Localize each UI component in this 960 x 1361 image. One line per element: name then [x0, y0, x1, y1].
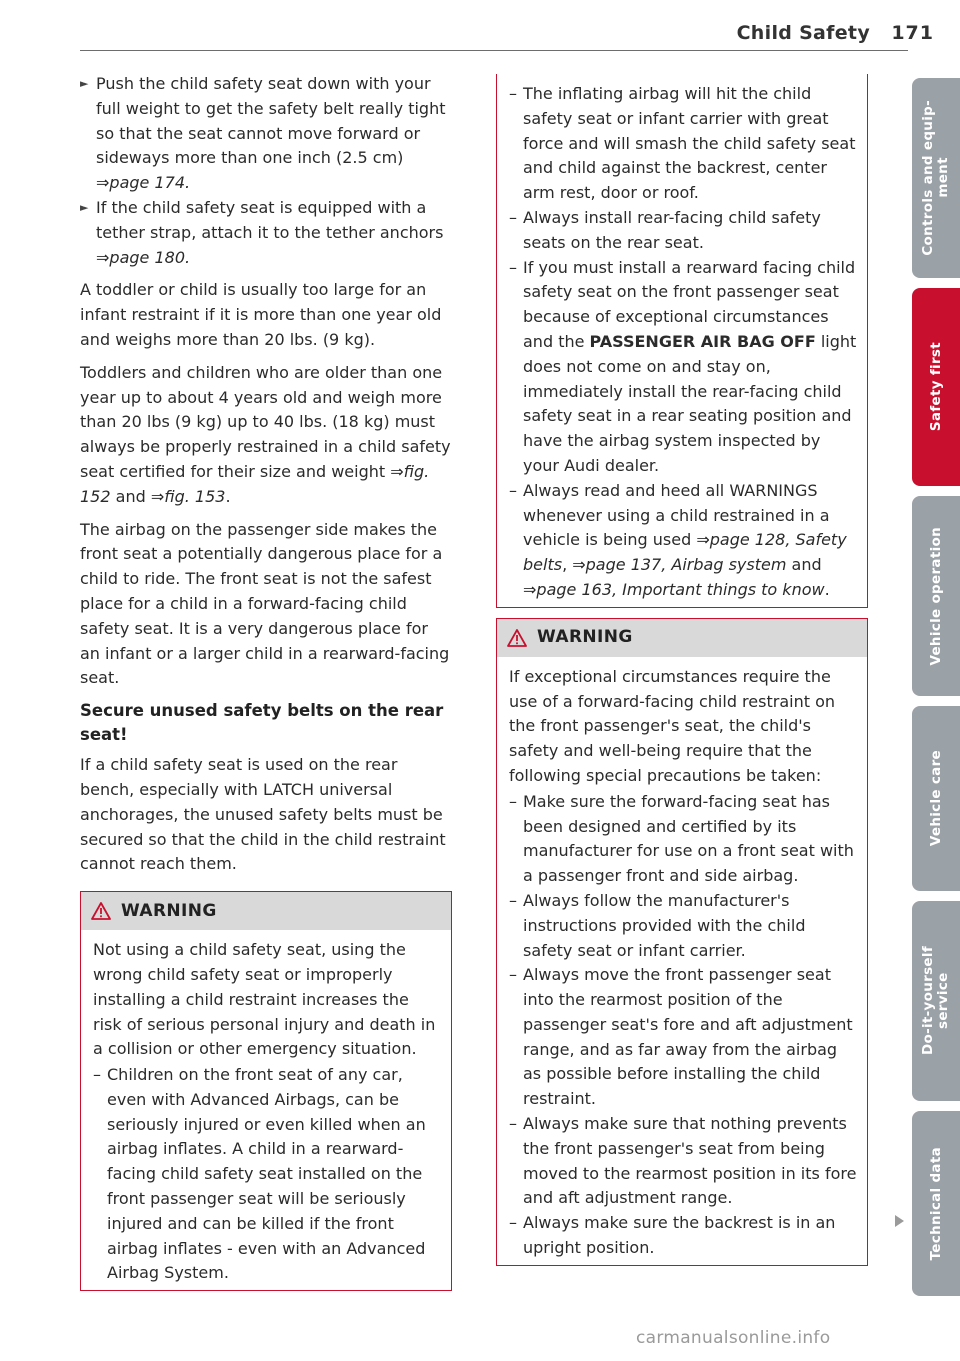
- warning-list-item: – Always make sure the backrest is in an upright position.: [509, 1211, 857, 1261]
- warning-text: If exceptional circumstances require the use of a forward-facing child restraint on the front passenger's seat, the child's safety and well-being require that the following special precautions be taken:: [509, 666, 835, 785]
- figure-reference-link[interactable]: ⇒fig. 152: [80, 461, 430, 506]
- warning-text: Not using a child safety seat, using the wrong child safety seat or improperly installing a child restraint increases the risk of serious personal injury and death in a collision or other emergency situation.: [93, 940, 436, 1059]
- warning-title: WARNING: [121, 900, 217, 921]
- paragraph: The airbag on the passenger side makes the front seat a potentially dangerous place for a child to ride. The front seat is not the safest place for a child in a forward-facing child safety seat. It is a very dangerous place for an infant or a larger child in a rearward-facing seat.: [80, 519, 450, 688]
- warning-list-item: – Always follow the manufacturer's instructions provided with the child safety seat or infant carrier.: [509, 889, 857, 963]
- section-heading: Secure unused safety belts on the rear seat!: [80, 701, 444, 745]
- right-column: [496, 74, 868, 1266]
- warning-list-item: – Always read and heed all WARNINGS whenever using a child restrained in a vehicle is being used ⇒page 128, Safety belts, ⇒page 137, Airbag system and ⇒page 163, Important things to know.: [509, 479, 857, 603]
- bullet-arrow-icon: ►: [80, 200, 89, 214]
- page-reference-link[interactable]: ⇒page 174.: [96, 173, 191, 193]
- indicator-name: PASSENGER AIR BAG OFF: [589, 331, 816, 351]
- paragraph: If a child safety seat is used on the rear bench, especially with LATCH universal anchorages, the unused safety belts must be secured so that the child in the child restraint cannot reach them.: [80, 755, 446, 874]
- bullet-text: Push the child safety seat down with your full weight to get the safety belt really tight so that the seat cannot move forward or sideways more than one inch (2.5 cm): [96, 74, 446, 168]
- warning-list-item: – If you must install a rearward facing child safety seat on the front passenger seat because of exceptional circumstances and the PASSENGER AIR BAG OFF light does not come on and stay on, immediately install the rear-facing child safety seat in a rear seating position and have the airbag system inspected by your Audi dealer.: [509, 256, 857, 479]
- page-reference-link[interactable]: ⇒page 128, Safety belts: [523, 530, 847, 575]
- bullet-item: [80, 196, 452, 270]
- page-reference-link[interactable]: ⇒page 180.: [96, 247, 191, 267]
- instruction-bullets: [80, 72, 452, 270]
- warning-box: [496, 618, 868, 1266]
- warning-body: [497, 657, 867, 1265]
- tab-vehicle-care[interactable]: Vehicle care: [912, 706, 960, 891]
- bullet-text: If the child safety seat is equipped with a tether strap, attach it to the tether anchors: [96, 197, 444, 242]
- tab-technical-data[interactable]: Technical data: [912, 1111, 960, 1296]
- warning-list-item: – The inflating airbag will hit the child safety seat or infant carrier with great force and will smash the child safety seat and child against the backrest, center arm rest, door or roof.: [509, 82, 857, 206]
- paragraph: Toddlers and children who are older than one year up to about 4 years old and weigh more than 20 lbs (9 kg) up to 40 lbs. (18 kg) must always be properly restrained in a child safety seat certified for their size and weight ⇒fig. 152 and ⇒fig. 153.: [80, 362, 451, 506]
- paragraph: A toddler or child is usually too large for an infant restraint if it is more than one year old and weighs more than 20 lbs. (9 kg).: [80, 280, 442, 349]
- page-reference-link[interactable]: ⇒page 163, Important things to know: [523, 579, 825, 599]
- left-column: [80, 72, 452, 1291]
- warning-header: [81, 892, 451, 930]
- warning-header: [497, 619, 867, 657]
- warning-list-item: – Always make sure that nothing prevents the front passenger's seat from being moved to the rearmost position in its fore and aft adjustment range.: [509, 1112, 857, 1211]
- warning-title: WARNING: [537, 627, 633, 648]
- bullet-arrow-icon: ►: [80, 77, 89, 90]
- page-number: 171: [891, 22, 934, 44]
- warning-list-item: – Always move the front passenger seat into the rearmost position of the passenger seat's fore and aft adjustment range, and as far away from the airbag as possible before installing the child restraint.: [509, 963, 857, 1112]
- tab-do-it-yourself-service[interactable]: Do-it-yourself service: [912, 901, 960, 1101]
- figure-reference-link[interactable]: ⇒fig. 153: [150, 486, 226, 506]
- tab-vehicle-operation[interactable]: Vehicle operation: [912, 496, 960, 696]
- warning-list-item: – Children on the front seat of any car, even with Advanced Airbags, can be seriously injured or even killed when an airbag inflates. A child in a rearward-facing child safety seat installed on the front passenger seat will be seriously injured and can be killed if the front airbag inflates - even with an Advanced Airbag System.: [93, 1063, 441, 1286]
- warning-body: [81, 930, 451, 1290]
- continued-arrow-icon: [895, 1215, 904, 1227]
- tab-controls-and-equipment[interactable]: Controls and equip- ment: [912, 78, 960, 278]
- tab-safety-first[interactable]: Safety first: [912, 288, 960, 486]
- section-title: Child Safety: [736, 22, 870, 44]
- warning-box: [80, 891, 452, 1291]
- warning-list-item: – Make sure the forward-facing seat has been designed and certified by its manufacturer for use on a front seat with a passenger front and side airbag.: [509, 790, 857, 889]
- watermark: carmanualsonline.info: [636, 1328, 831, 1348]
- warning-box-continued: [496, 74, 868, 608]
- warning-list-item: – Always install rear-facing child safety seats on the rear seat.: [509, 206, 857, 256]
- warning-triangle-icon: [91, 902, 111, 920]
- page-reference-link[interactable]: ⇒page 137, Airbag system: [572, 555, 787, 575]
- bullet-item: [80, 72, 452, 196]
- warning-triangle-icon: [507, 629, 527, 647]
- header-rule: [80, 50, 908, 51]
